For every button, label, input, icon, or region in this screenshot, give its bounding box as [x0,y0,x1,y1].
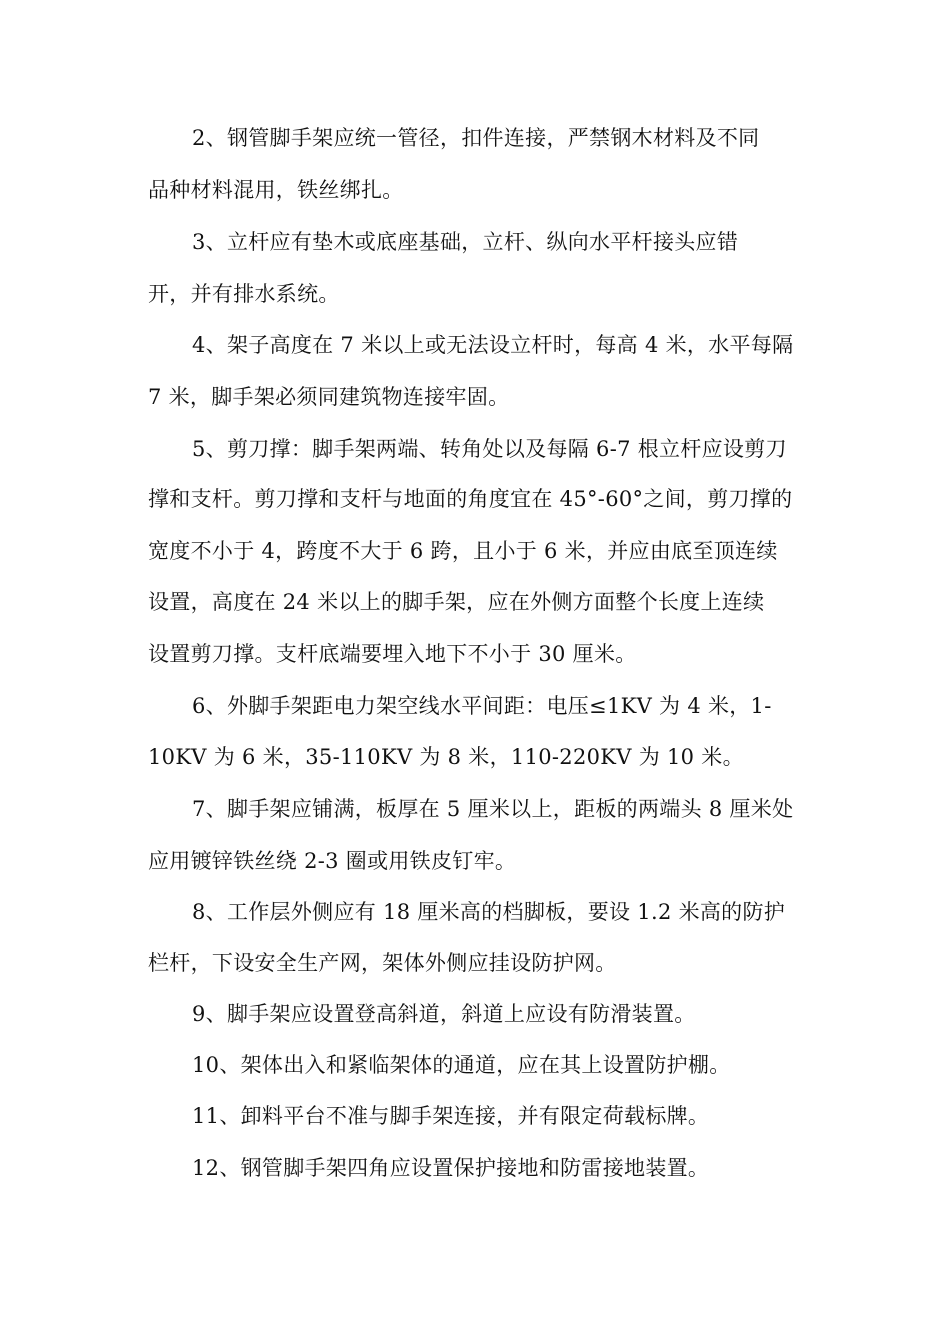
text-line: 10KV 为 6 米，35-110KV 为 8 米，110-220KV 为 10 米。 [148,745,744,769]
text-line: 开，并有排水系统。 [148,282,340,306]
text-line: 7、脚手架应铺满，板厚在 5 厘米以上，距板的两端头 8 厘米处 [192,797,794,821]
text-line: 10、架体出入和紧临架体的通道，应在其上设置防护棚。 [192,1053,731,1077]
text-line: 11、卸料平台不准与脚手架连接，并有限定荷载标牌。 [192,1104,710,1128]
text-line: 7 米，脚手架必须同建筑物连接牢固。 [148,385,510,409]
text-line: 3、立杆应有垫木或底座基础，立杆、纵向水平杆接头应错 [192,230,739,254]
text-line: 品种材料混用，铁丝绑扎。 [148,178,404,202]
text-line: 5、剪刀撑：脚手架两端、转角处以及每隔 6-7 根立杆应设剪刀 [192,437,787,461]
text-line: 6、外脚手架距电力架空线水平间距：电压≤1KV 为 4 米，1- [192,694,772,718]
text-line: 应用镀锌铁丝绕 2-3 圈或用铁皮钉牢。 [148,849,517,873]
text-line: 宽度不小于 4，跨度不大于 6 跨，且小于 6 米，并应由底至顶连续 [148,539,778,563]
text-line: 4、架子高度在 7 米以上或无法设立杆时，每高 4 米，水平每隔 [192,333,794,357]
text-line: 撑和支杆。剪刀撑和支杆与地面的角度宜在 45°-60°之间，剪刀撑的 [148,487,793,511]
text-line: 12、钢管脚手架四角应设置保护接地和防雷接地装置。 [192,1156,710,1180]
text-line: 9、脚手架应设置登高斜道，斜道上应设有防滑装置。 [192,1002,696,1026]
text-line: 设置，高度在 24 米以上的脚手架，应在外侧方面整个长度上连续 [148,590,765,614]
text-line: 设置剪刀撑。支杆底端要埋入地下不小于 30 厘米。 [148,642,637,666]
text-line: 8、工作层外侧应有 18 厘米高的档脚板，要设 1.2 米高的防护 [192,900,786,924]
text-line: 2、钢管脚手架应统一管径，扣件连接，严禁钢木材料及不同 [192,126,760,150]
text-line: 栏杆，下设安全生产网，架体外侧应挂设防护网。 [148,951,617,975]
